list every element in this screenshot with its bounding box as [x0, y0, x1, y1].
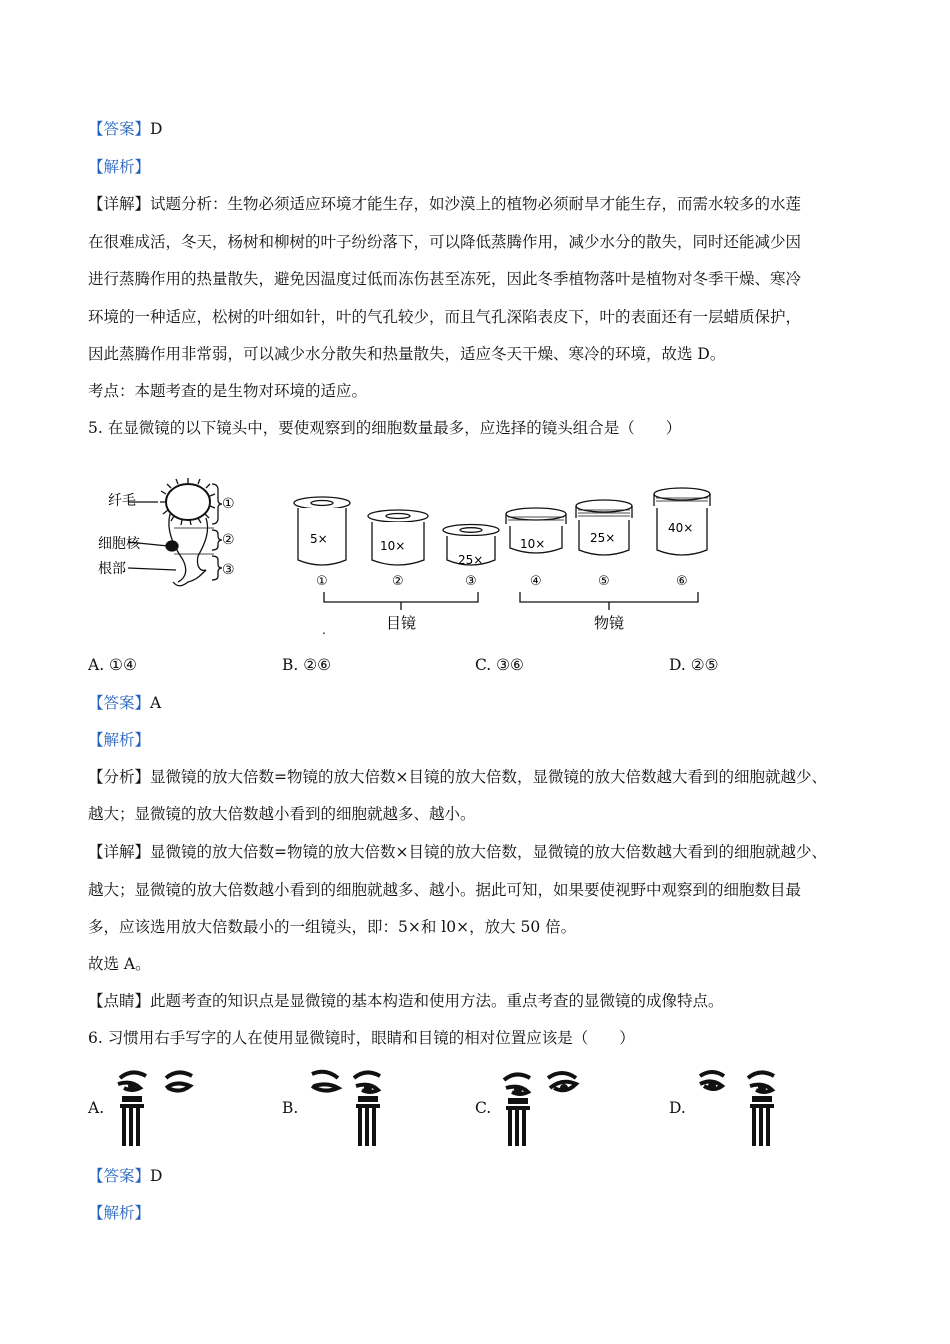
- kaodian-line: 考点：本题考查的是生物对环境的适应。: [88, 382, 368, 400]
- lens-num-4: ④: [530, 574, 542, 589]
- lens-num-5: ⑤: [598, 574, 610, 589]
- answer-label: 【答案】: [88, 694, 151, 712]
- objective-5: [576, 500, 632, 555]
- detail-label: 【详解】: [88, 195, 151, 213]
- eyepiece-1: [294, 497, 350, 565]
- label-root: 根部: [98, 561, 126, 577]
- microscope-figure: [88, 470, 738, 640]
- eye-right: [166, 1072, 192, 1090]
- q6-option-b-figure: [306, 1066, 396, 1148]
- lens-4-mag: 10×: [520, 537, 546, 551]
- detail-text: 显微镜的放大倍数=物镜的放大倍数×目镜的放大倍数，显微镜的放大倍数越大看到的细胞就越少、: [150, 843, 827, 861]
- q5-fenxi-line-1: [88, 767, 827, 787]
- answer-label: 【答案】: [88, 120, 151, 138]
- lens-5-mag: 25×: [590, 531, 616, 545]
- analysis-label: 【解析】: [88, 158, 151, 176]
- label-cilia: 纤毛: [108, 493, 136, 509]
- q6-analysis-label: 【解析】: [88, 1204, 151, 1222]
- cell-diagram: [128, 478, 222, 586]
- microscope-right: [750, 1096, 774, 1146]
- answer-value: D: [150, 1167, 163, 1185]
- eyepiece-group-label: 目镜: [386, 614, 417, 632]
- lens-num-1: ①: [316, 574, 328, 589]
- lens-2-mag: 10×: [380, 539, 406, 553]
- q5-detail-line-2: 越大；显微镜的放大倍数越小看到的细胞就越多、越小。据此可知，如果要使视野中观察到的细胞数目最: [88, 881, 802, 899]
- detail-line-4: 环境的一种适应，松树的叶细如针，叶的气孔较少，而且气孔深陷表皮下，叶的表面还有一层蜡质保护，: [88, 308, 802, 326]
- question-5-stem: 5. 在显微镜的以下镜头中，要使观察到的细胞数量最多，应选择的镜头组合是（ ）: [88, 419, 682, 437]
- q5-fenxi-line-2: 越大；显微镜的放大倍数越小看到的细胞就越多、越小。: [88, 805, 476, 823]
- objective-group-label: 物镜: [594, 614, 625, 632]
- q6-option-a: A.: [88, 1099, 105, 1117]
- q5-detail-line-1: [88, 842, 827, 862]
- option-b: B. ②⑥: [282, 656, 332, 674]
- q6-answer-line: [88, 1166, 162, 1186]
- dianjing-text: 此题考查的知识点是显微镜的基本构造和使用方法。重点考查的显微镜的成像特点。: [150, 992, 724, 1010]
- dianjing-label: 【点睛】: [88, 992, 151, 1010]
- circle-3: ③: [222, 562, 235, 578]
- q5-guxuan: 故选 A。: [88, 955, 151, 973]
- lens-3-mag: 25×: [458, 553, 484, 567]
- answer-value: D: [150, 120, 163, 138]
- q6-option-a-figure: [110, 1066, 200, 1148]
- group-brackets: [324, 592, 698, 610]
- option-d: D. ②⑤: [669, 656, 719, 674]
- q6-option-d: D.: [669, 1099, 686, 1117]
- microscope-right: [356, 1096, 380, 1146]
- detail-line-3: 进行蒸腾作用的热量散失，避免因温度过低而冻伤甚至冻死，因此冬季植物落叶是植物对冬季干燥、寒冷: [88, 270, 802, 288]
- option-c: C. ③⑥: [475, 656, 524, 674]
- detail-line-2: 在很难成活，冬天，杨树和柳树的叶子纷纷落下，可以降低蒸腾作用，减少水分的散失，同时还能减少因: [88, 233, 802, 251]
- lens-1-mag: 5×: [310, 532, 328, 546]
- lens-num-6: ⑥: [676, 574, 688, 589]
- stray-dot: .: [322, 623, 326, 637]
- q6-option-d-figure: [694, 1066, 784, 1148]
- fenxi-label: 【分析】: [88, 768, 151, 786]
- q6-option-c-figure: [500, 1066, 590, 1148]
- eye-left: [312, 1072, 338, 1091]
- circle-2: ②: [222, 532, 235, 548]
- detail-text: 试题分析：生物必须适应环境才能生存，如沙漠上的植物必须耐旱才能生存，而需水较多的水莲: [150, 195, 802, 213]
- microscope-left: [120, 1096, 144, 1146]
- eyepiece-2: [368, 510, 428, 565]
- circle-1: ①: [222, 496, 235, 512]
- detail-label: 【详解】: [88, 843, 151, 861]
- answer-label: 【答案】: [88, 1167, 151, 1185]
- lens-6-mag: 40×: [668, 521, 694, 535]
- q6-option-c: C.: [475, 1099, 492, 1117]
- q5-analysis-label: 【解析】: [88, 731, 151, 749]
- question-6-stem: 6. 习惯用右手写字的人在使用显微镜时，眼睛和目镜的相对位置应该是（ ）: [88, 1029, 635, 1047]
- q5-detail-line-3: 多，应该选用放大倍数最小的一组镜头，即：5×和 l0×，放大 50 倍。: [88, 918, 577, 936]
- answer-line: [88, 119, 162, 139]
- detail-line-5: 因此蒸腾作用非常弱，可以减少水分散失和热量散失，适应冬天干燥、寒冷的环境，故选 D。: [88, 345, 726, 363]
- option-a: A. ①④: [88, 656, 137, 674]
- label-nucleus: 细胞核: [98, 536, 140, 552]
- q5-answer-line: [88, 693, 161, 713]
- microscope-left: [506, 1098, 530, 1146]
- answer-value: A: [150, 694, 162, 712]
- detail-line-1: [88, 194, 801, 214]
- q5-dianjing-line: [88, 991, 724, 1011]
- q6-option-b: B.: [282, 1099, 299, 1117]
- fenxi-text: 显微镜的放大倍数=物镜的放大倍数×目镜的放大倍数，显微镜的放大倍数越大看到的细胞就越少、: [150, 768, 827, 786]
- lens-num-3: ③: [465, 574, 477, 589]
- lens-num-2: ②: [392, 574, 404, 589]
